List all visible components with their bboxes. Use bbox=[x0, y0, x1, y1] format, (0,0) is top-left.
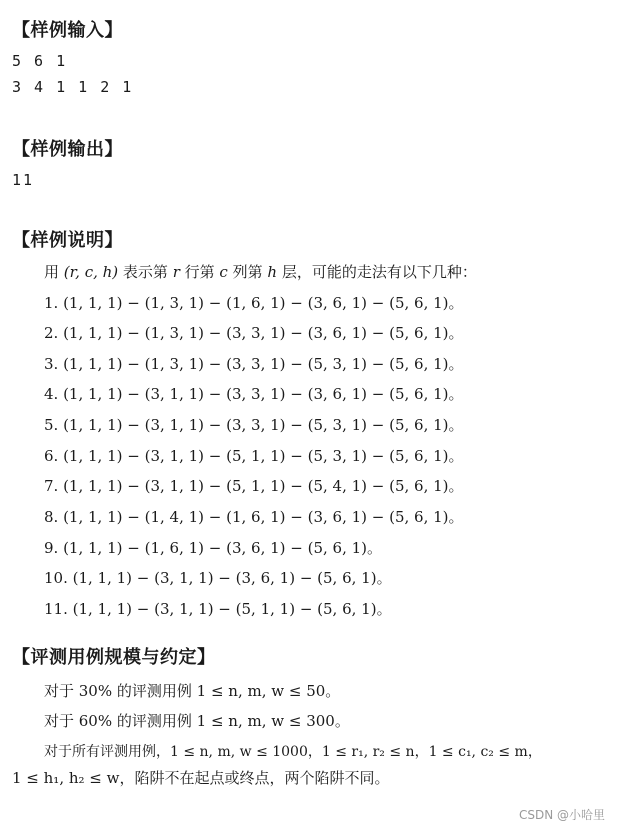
sample-explain-heading: 【样例说明】 bbox=[12, 230, 123, 251]
sample-input-line: 5 6 1 bbox=[12, 52, 68, 70]
path-item: 6. (1, 1, 1) − (3, 1, 1) − (5, 1, 1) − (5, 3, 1) − (5, 6, 1)。 bbox=[44, 447, 464, 465]
sample-output-heading: 【样例输出】 bbox=[12, 139, 123, 160]
path-item: 4. (1, 1, 1) − (3, 1, 1) − (3, 3, 1) − (3, 6, 1) − (5, 6, 1)。 bbox=[44, 385, 464, 403]
scale-line: 对于所有评测用例，1 ≤ n, m, w ≤ 1000，1 ≤ r₁, r₂ ≤ n，1 ≤ c₁, c₂ ≤ m， bbox=[44, 744, 542, 760]
sample-output-line: 11 bbox=[12, 171, 35, 189]
sample-input-line: 3 4 1 1 2 1 bbox=[12, 78, 134, 96]
path-item: 5. (1, 1, 1) − (3, 1, 1) − (3, 3, 1) − (5, 3, 1) − (5, 6, 1)。 bbox=[44, 416, 464, 434]
scale-line: 对于 60% 的评测用例 1 ≤ n, m, w ≤ 300。 bbox=[44, 712, 350, 730]
explain-intro: 用 (r, c, h) 表示第 r 行第 c 列第 h 层，可能的走法有以下几种： bbox=[44, 263, 477, 281]
sample-input-heading: 【样例输入】 bbox=[12, 20, 123, 41]
path-item: 9. (1, 1, 1) − (1, 6, 1) − (3, 6, 1) − (5, 6, 1)。 bbox=[44, 539, 383, 557]
scale-heading: 【评测用例规模与约定】 bbox=[12, 647, 216, 668]
scale-line: 对于 30% 的评测用例 1 ≤ n, m, w ≤ 50。 bbox=[44, 682, 341, 700]
path-item: 11. (1, 1, 1) − (3, 1, 1) − (5, 1, 1) − (5, 6, 1)。 bbox=[44, 600, 392, 618]
path-item: 3. (1, 1, 1) − (1, 3, 1) − (3, 3, 1) − (5, 3, 1) − (5, 6, 1)。 bbox=[44, 355, 464, 373]
scale-line: 1 ≤ h₁, h₂ ≤ w，陷阱不在起点或终点，两个陷阱不同。 bbox=[12, 769, 390, 787]
path-item: 1. (1, 1, 1) − (1, 3, 1) − (1, 6, 1) − (3, 6, 1) − (5, 6, 1)。 bbox=[44, 294, 464, 312]
path-item: 8. (1, 1, 1) − (1, 4, 1) − (1, 6, 1) − (3, 6, 1) − (5, 6, 1)。 bbox=[44, 508, 464, 526]
path-item: 2. (1, 1, 1) − (1, 3, 1) − (3, 3, 1) − (3, 6, 1) − (5, 6, 1)。 bbox=[44, 324, 464, 342]
path-item: 10. (1, 1, 1) − (3, 1, 1) − (3, 6, 1) − (5, 6, 1)。 bbox=[44, 569, 392, 587]
path-item: 7. (1, 1, 1) − (3, 1, 1) − (5, 1, 1) − (5, 4, 1) − (5, 6, 1)。 bbox=[44, 477, 464, 495]
watermark: CSDN @小哈里 bbox=[518, 808, 605, 822]
